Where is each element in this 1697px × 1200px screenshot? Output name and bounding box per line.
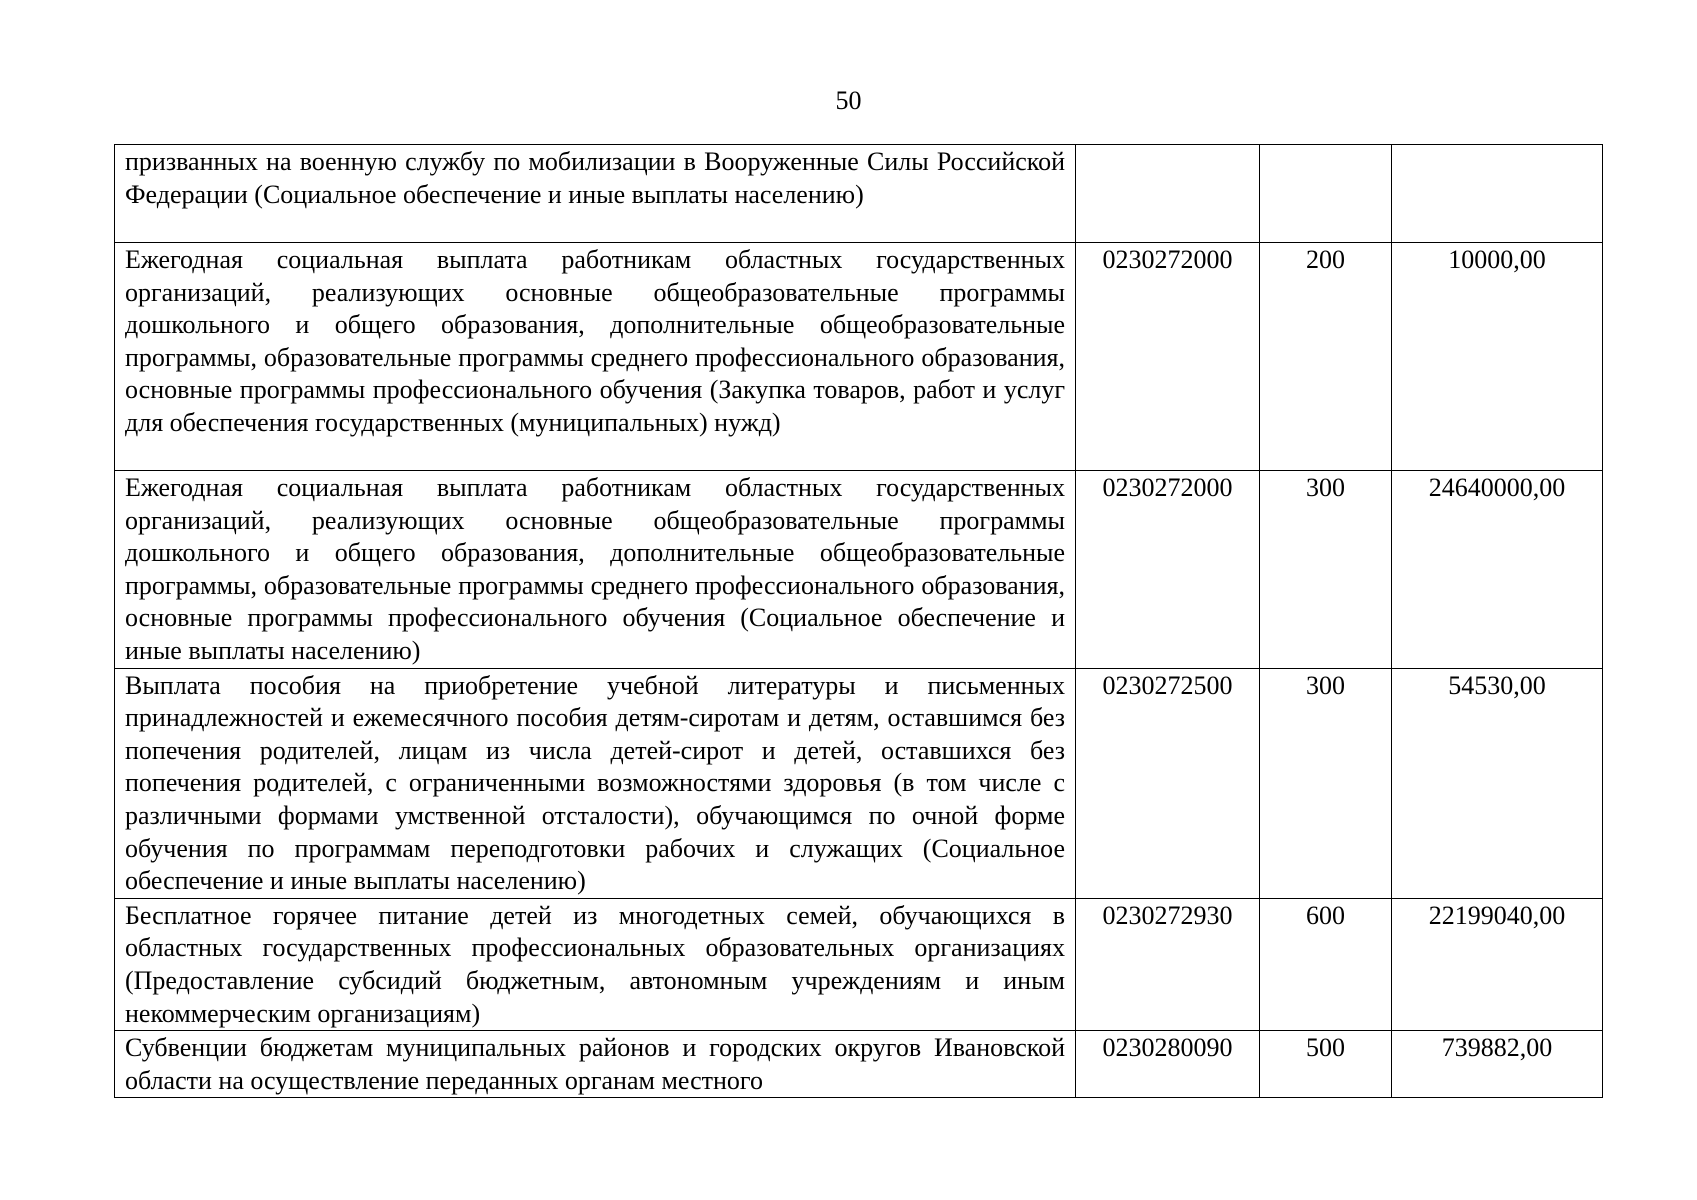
table-row — [115, 1031, 1603, 1098]
row-description: Ежегодная социальная выплата работникам областных государственных организаций, реализующих основные общеобразовательные программы дошкольного и общего образования, дополнительные общеобразовательные программы, образовательные программы среднего профессионального образования, основные программы профессионального обучения (Закупка товаров, работ и услуг для обеспечения государственных (муниципальных) нужд) — [115, 243, 1076, 471]
table-row — [115, 898, 1603, 1030]
row-code: 0230272930 — [1076, 898, 1260, 1030]
budget-table — [114, 144, 1603, 1098]
row-description: Ежегодная социальная выплата работникам областных государственных организаций, реализующих основные общеобразовательные программы дошкольного и общего образования, дополнительные общеобразовательные программы, образовательные программы среднего профессионального образования, основные программы профессионального обучения (Социальное обеспечение и иные выплаты населению) — [115, 471, 1076, 669]
row-expense-type — [1260, 145, 1392, 243]
table-row — [115, 668, 1603, 898]
row-amount — [1392, 145, 1603, 243]
row-code: 0230272000 — [1076, 471, 1260, 669]
row-description: Бесплатное горячее питание детей из многодетных семей, обучающихся в областных государственных профессиональных образовательных организациях (Предоставление субсидий бюджетным, автономным учреждениям и иным некоммерческим организациям) — [115, 898, 1076, 1030]
row-description: Выплата пособия на приобретение учебной литературы и письменных принадлежностей и ежемесячного пособия детям-сиротам и детям, оставшимся без попечения родителей, лицам из числа детей-сирот и детей, оставшихся без попечения родителей, с ограниченными возможностями здоровья (в том числе с различными формами умственной отсталости), обучающимся по очной форме обучения по программам переподготовки рабочих и служащих (Социальное обеспечение и иные выплаты населению) — [115, 668, 1076, 898]
row-amount: 10000,00 — [1392, 243, 1603, 471]
table-row — [115, 471, 1603, 669]
row-expense-type: 300 — [1260, 471, 1392, 669]
table-row — [115, 243, 1603, 471]
row-expense-type: 300 — [1260, 668, 1392, 898]
row-code: 0230280090 — [1076, 1031, 1260, 1098]
row-description: призванных на военную службу по мобилизации в Вооруженные Силы Российской Федерации (Социальное обеспечение и иные выплаты населению) — [115, 145, 1076, 243]
row-amount: 24640000,00 — [1392, 471, 1603, 669]
row-expense-type: 600 — [1260, 898, 1392, 1030]
row-code: 0230272500 — [1076, 668, 1260, 898]
row-description: Субвенции бюджетам муниципальных районов и городских округов Ивановской области на осуществление переданных органам местного — [115, 1031, 1076, 1098]
row-amount: 739882,00 — [1392, 1031, 1603, 1098]
row-expense-type: 200 — [1260, 243, 1392, 471]
row-amount: 22199040,00 — [1392, 898, 1603, 1030]
row-code: 0230272000 — [1076, 243, 1260, 471]
page-number: 50 — [835, 86, 862, 115]
row-expense-type: 500 — [1260, 1031, 1392, 1098]
table-row — [115, 145, 1603, 243]
row-amount: 54530,00 — [1392, 668, 1603, 898]
row-code — [1076, 145, 1260, 243]
